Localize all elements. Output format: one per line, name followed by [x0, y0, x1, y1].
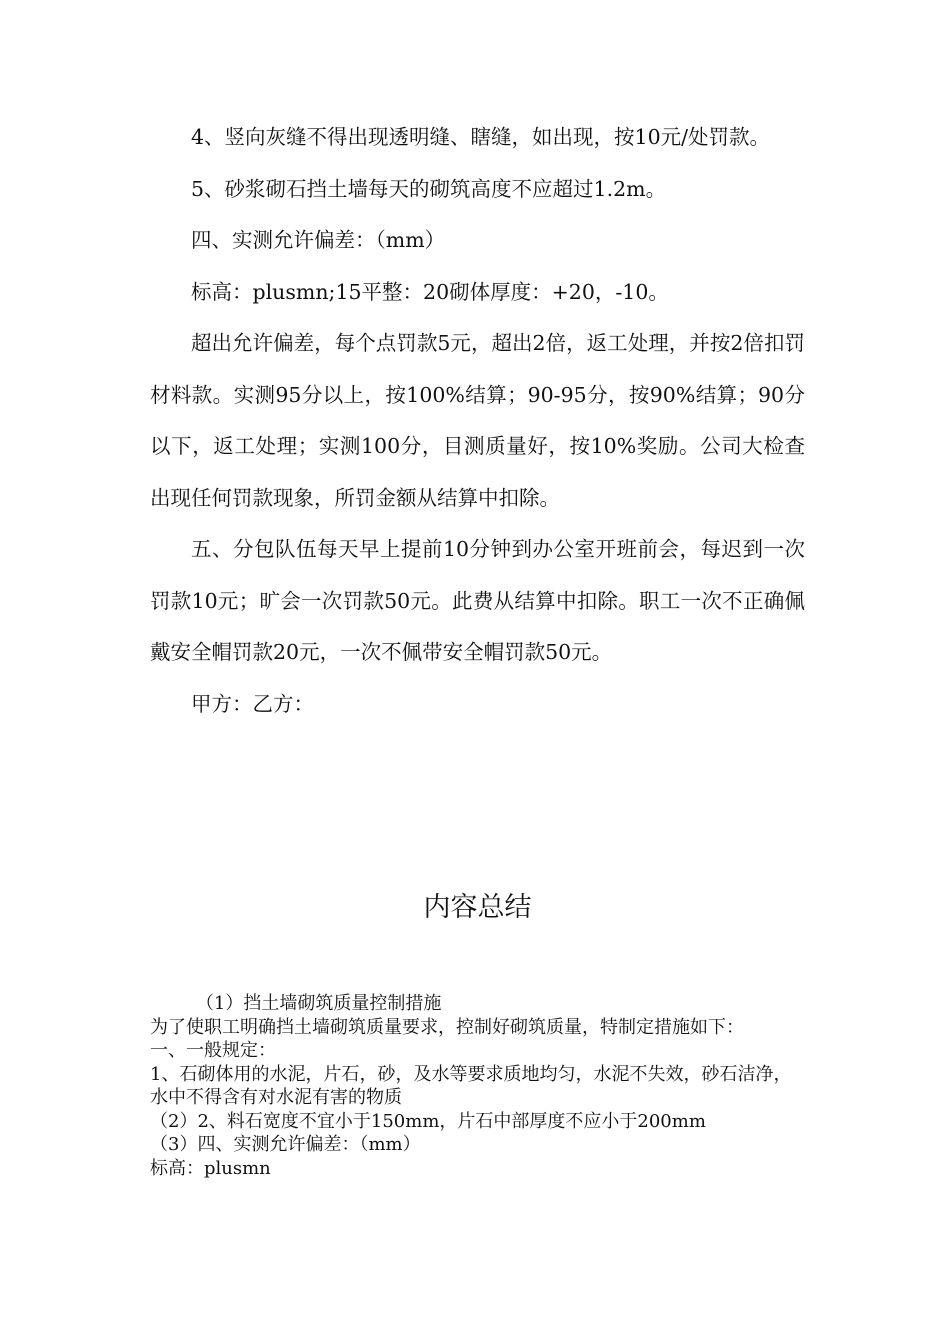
- summary-line-intro: 为了使职工明确挡土墙砌筑质量要求，控制好砌筑质量，特制定措施如下：: [150, 1016, 744, 1038]
- paragraph-signatures: 甲方：乙方：: [191, 691, 314, 716]
- paragraph-masonry-height: 5、砂浆砌石挡土墙每天的砌筑高度不应超过1.2m。: [191, 176, 667, 201]
- document-body: [150, 112, 805, 730]
- paragraph-tolerances: 标高：plusmn;15平整：20砌体厚度：+20，-10。: [191, 279, 669, 304]
- summary-line-stone-size: （2）2、料石宽度不宜小于150mm，片石中部厚度不应小于200mm: [150, 1110, 706, 1132]
- summary-title: 内容总结: [423, 892, 532, 923]
- paragraph-team-meeting-rules: 五、分包队伍每天早上提前10分钟到办公室开班前会，每迟到一次罚款10元；旷会一次罚款50元。此费从结算中扣除。职工一次不正确佩戴安全帽罚款20元，一次不佩带安全帽罚款50元。: [150, 537, 805, 664]
- summary-line-general-rules: 一、一般规定：: [150, 1040, 276, 1061]
- summary-line-materials: 1、石砌体用的水泥，片石，砂，及水等要求质地均匀，水泥不失效，砂石洁净，水中不得含有对水泥有害的物质: [150, 1063, 792, 1108]
- paragraph-vertical-joints: 4、竖向灰缝不得出现透明缝、瞎缝，如出现，按10元/处罚款。: [191, 125, 771, 149]
- section-heading-allowed-deviation: 四、实测允许偏差：（mm）: [191, 228, 446, 252]
- summary-line-deviation: （3）四、实测允许偏差：（mm）: [150, 1134, 421, 1155]
- summary-line-heading: （1）挡土墙砌筑质量控制措施: [195, 993, 442, 1014]
- paragraph-penalties-settlement: 超出允许偏差，每个点罚款5元，超出2倍，返工处理，并按2倍扣罚材料款。实测95分以上，按100%结算；90-95分，按90%结算；90分以下，返工处理；实测100分，目测质量好，按10%奖励。公司大检查出现任何罚款现象，所罚金额从结算中扣除。: [150, 331, 805, 510]
- summary-line-elevation: 标高：plusmn: [150, 1157, 271, 1179]
- summary-block: [150, 992, 800, 1180]
